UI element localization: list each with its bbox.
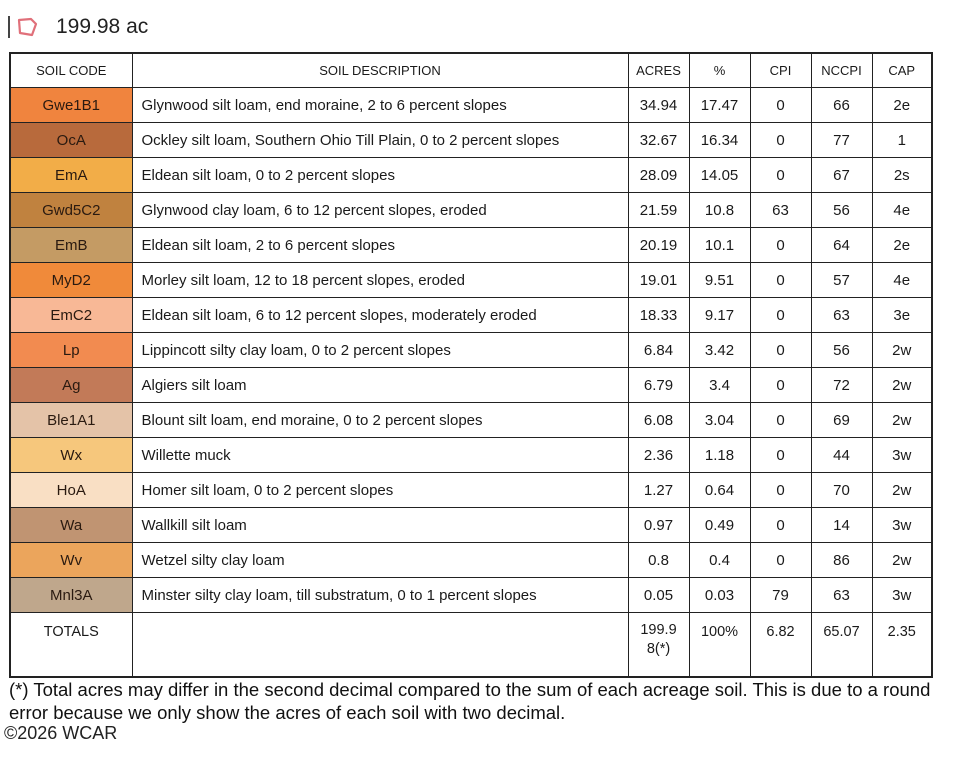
soil-acres: 0.8 (628, 543, 689, 578)
soil-cap: 2w (872, 473, 932, 508)
soil-cpi: 0 (750, 473, 811, 508)
soil-acres: 18.33 (628, 298, 689, 333)
soil-nccpi: 56 (811, 333, 872, 368)
col-header-percent: % (689, 53, 750, 88)
soil-table (9, 52, 933, 678)
soil-cpi: 0 (750, 88, 811, 123)
soil-cap: 2e (872, 88, 932, 123)
soil-cap: 2e (872, 228, 932, 263)
soil-percent: 0.64 (689, 473, 750, 508)
soil-code: Wx (10, 438, 132, 473)
soil-code: Lp (10, 333, 132, 368)
soil-cap: 2s (872, 158, 932, 193)
soil-cap: 2w (872, 543, 932, 578)
soil-percent: 0.4 (689, 543, 750, 578)
table-row (10, 543, 932, 578)
totals-cap: 2.35 (872, 613, 932, 678)
soil-nccpi: 66 (811, 88, 872, 123)
table-row (10, 158, 932, 193)
col-header-nccpi: NCCPI (811, 53, 872, 88)
soil-acres: 0.97 (628, 508, 689, 543)
soil-cpi: 0 (750, 403, 811, 438)
soil-percent: 14.05 (689, 158, 750, 193)
table-row (10, 88, 932, 123)
totals-cpi: 6.82 (750, 613, 811, 678)
soil-cpi: 0 (750, 438, 811, 473)
soil-description: Willette muck (132, 438, 628, 473)
soil-cpi: 79 (750, 578, 811, 613)
soil-percent: 3.42 (689, 333, 750, 368)
totals-acres-line2: 8(*) (646, 641, 671, 657)
soil-percent: 0.49 (689, 508, 750, 543)
soil-cpi: 0 (750, 368, 811, 403)
soil-nccpi: 57 (811, 263, 872, 298)
table-row (10, 333, 932, 368)
acreage-header (8, 10, 148, 44)
soil-description: Wetzel silty clay loam (132, 543, 628, 578)
soil-code: Wa (10, 508, 132, 543)
soil-code: Gwd5C2 (10, 193, 132, 228)
soil-cpi: 63 (750, 193, 811, 228)
soil-nccpi: 44 (811, 438, 872, 473)
totals-percent: 100% (689, 613, 750, 678)
soil-percent: 3.4 (689, 368, 750, 403)
soil-nccpi: 69 (811, 403, 872, 438)
soil-code: Mnl3A (10, 578, 132, 613)
soil-code: EmA (10, 158, 132, 193)
soil-cpi: 0 (750, 333, 811, 368)
soil-cpi: 0 (750, 263, 811, 298)
soil-acres: 6.84 (628, 333, 689, 368)
acreage-footnote: (*) Total acres may differ in the second decimal compared to the sum of each acreage soil. This is due to a round error because we only show the acres of each soil with two decimal. (9, 679, 931, 723)
soil-description: Eldean silt loam, 6 to 12 percent slopes, moderately eroded (132, 298, 628, 333)
soil-acres: 28.09 (628, 158, 689, 193)
table-row (10, 508, 932, 543)
soil-nccpi: 77 (811, 123, 872, 158)
soil-code: Gwe1B1 (10, 88, 132, 123)
soil-code: OcA (10, 123, 132, 158)
soil-percent: 0.03 (689, 578, 750, 613)
col-header-soil-code: SOIL CODE (10, 53, 132, 88)
soil-cpi: 0 (750, 228, 811, 263)
soil-description: Homer silt loam, 0 to 2 percent slopes (132, 473, 628, 508)
soil-nccpi: 63 (811, 298, 872, 333)
table-row (10, 228, 932, 263)
totals-acres (628, 613, 689, 678)
soil-acres: 34.94 (628, 88, 689, 123)
soil-description: Glynwood silt loam, end moraine, 2 to 6 percent slopes (132, 88, 628, 123)
soil-cap: 2w (872, 333, 932, 368)
soil-description: Blount silt loam, end moraine, 0 to 2 percent slopes (132, 403, 628, 438)
soil-percent: 1.18 (689, 438, 750, 473)
table-row (10, 473, 932, 508)
soil-nccpi: 70 (811, 473, 872, 508)
soil-description: Wallkill silt loam (132, 508, 628, 543)
soil-cpi: 0 (750, 123, 811, 158)
field-boundary-icon (16, 17, 56, 37)
soil-percent: 10.1 (689, 228, 750, 263)
table-row (10, 438, 932, 473)
soil-description: Ockley silt loam, Southern Ohio Till Plain, 0 to 2 percent slopes (132, 123, 628, 158)
soil-nccpi: 67 (811, 158, 872, 193)
soil-code: EmC2 (10, 298, 132, 333)
soil-acres: 1.27 (628, 473, 689, 508)
soil-code: Ble1A1 (10, 403, 132, 438)
soil-code: Wv (10, 543, 132, 578)
table-row (10, 368, 932, 403)
col-header-acres: ACRES (628, 53, 689, 88)
totals-acres-line1: 199.9 (640, 622, 677, 638)
soil-percent: 16.34 (689, 123, 750, 158)
soil-description: Algiers silt loam (132, 368, 628, 403)
soil-acres: 2.36 (628, 438, 689, 473)
soil-code: MyD2 (10, 263, 132, 298)
table-row (10, 193, 932, 228)
soil-cpi: 0 (750, 543, 811, 578)
col-header-soil-description: SOIL DESCRIPTION (132, 53, 628, 88)
totals-label: TOTALS (10, 613, 132, 678)
soil-nccpi: 72 (811, 368, 872, 403)
soil-description: Minster silty clay loam, till substratum, 0 to 1 percent slopes (132, 578, 628, 613)
soil-cap: 3e (872, 298, 932, 333)
soil-percent: 9.51 (689, 263, 750, 298)
col-header-cap: CAP (872, 53, 932, 88)
soil-description: Morley silt loam, 12 to 18 percent slopes, eroded (132, 263, 628, 298)
soil-cap: 3w (872, 438, 932, 473)
soil-cap: 4e (872, 263, 932, 298)
soil-percent: 10.8 (689, 193, 750, 228)
soil-percent: 3.04 (689, 403, 750, 438)
soil-description: Eldean silt loam, 0 to 2 percent slopes (132, 158, 628, 193)
table-row (10, 403, 932, 438)
soil-acres: 6.79 (628, 368, 689, 403)
soil-description: Glynwood clay loam, 6 to 12 percent slopes, eroded (132, 193, 628, 228)
soil-nccpi: 14 (811, 508, 872, 543)
soil-cpi: 0 (750, 298, 811, 333)
soil-code: Ag (10, 368, 132, 403)
soil-description: Lippincott silty clay loam, 0 to 2 percent slopes (132, 333, 628, 368)
soil-cap: 2w (872, 368, 932, 403)
totals-nccpi: 65.07 (811, 613, 872, 678)
soil-description: Eldean silt loam, 2 to 6 percent slopes (132, 228, 628, 263)
soil-cap: 4e (872, 193, 932, 228)
soil-code: EmB (10, 228, 132, 263)
soil-code: HoA (10, 473, 132, 508)
soil-nccpi: 63 (811, 578, 872, 613)
table-row (10, 578, 932, 613)
totals-description (132, 613, 628, 678)
soil-acres: 20.19 (628, 228, 689, 263)
soil-cap: 3w (872, 508, 932, 543)
table-row (10, 298, 932, 333)
soil-percent: 9.17 (689, 298, 750, 333)
soil-cap: 2w (872, 403, 932, 438)
soil-percent: 17.47 (689, 88, 750, 123)
soil-acres: 0.05 (628, 578, 689, 613)
soil-acres: 21.59 (628, 193, 689, 228)
table-row (10, 263, 932, 298)
soil-cap: 1 (872, 123, 932, 158)
soil-cpi: 0 (750, 158, 811, 193)
soil-nccpi: 86 (811, 543, 872, 578)
soil-nccpi: 64 (811, 228, 872, 263)
total-acres-label: 199.98 ac (56, 15, 149, 38)
soil-acres: 19.01 (628, 263, 689, 298)
col-header-cpi: CPI (750, 53, 811, 88)
copyright-notice: ©2026 WCAR (4, 723, 118, 743)
soil-cap: 3w (872, 578, 932, 613)
soil-cpi: 0 (750, 508, 811, 543)
header-divider (8, 16, 10, 38)
soil-acres: 6.08 (628, 403, 689, 438)
totals-row (10, 613, 932, 678)
table-header-row (10, 53, 932, 88)
soil-nccpi: 56 (811, 193, 872, 228)
soil-acres: 32.67 (628, 123, 689, 158)
table-row (10, 123, 932, 158)
